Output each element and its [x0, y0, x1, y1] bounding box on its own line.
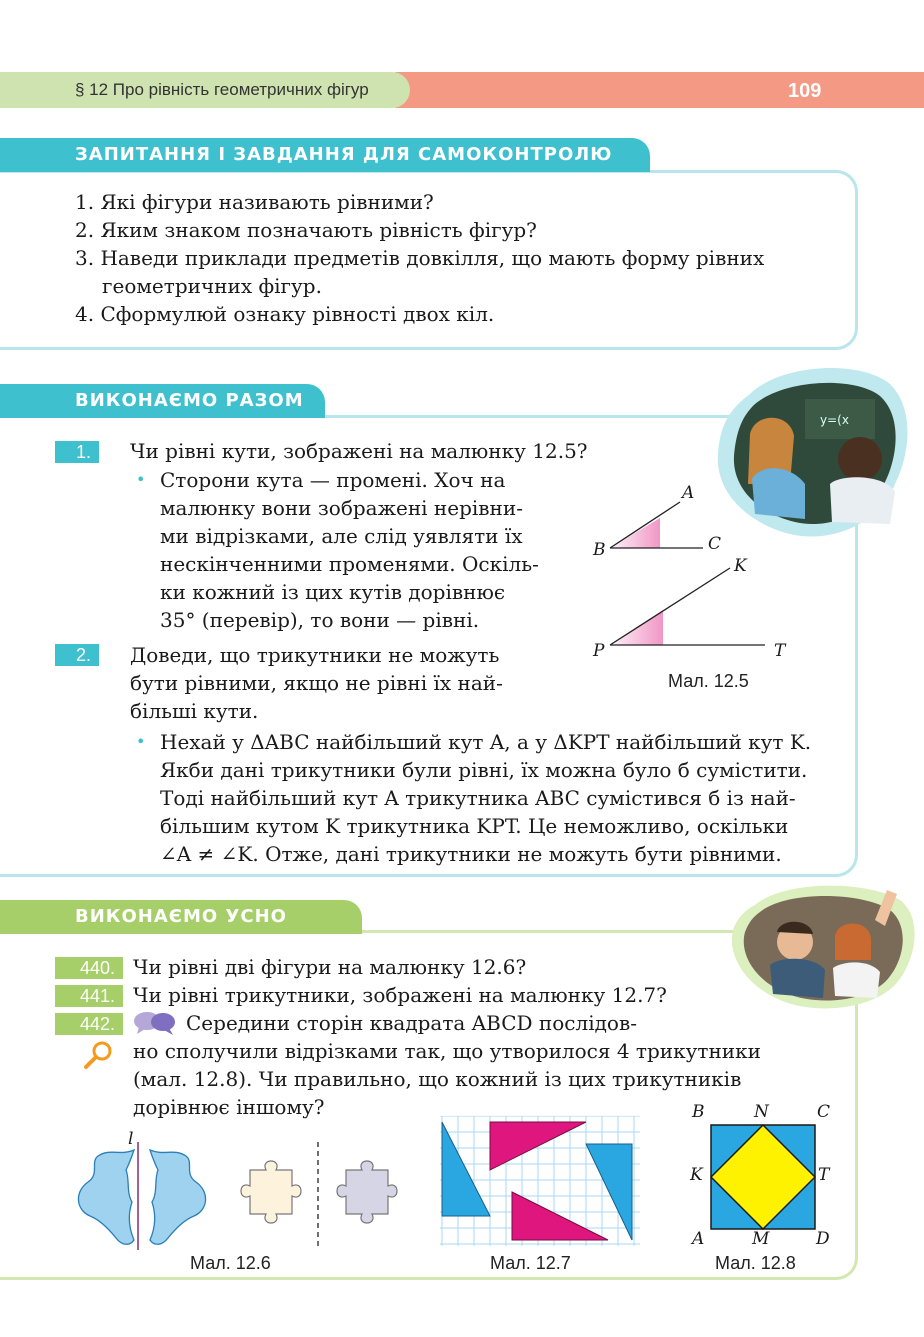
label-T: T — [818, 1165, 830, 1185]
figure-12-7-triangles — [440, 1116, 640, 1246]
question-2: 2. Яким знаком позначають рівність фігур? — [75, 218, 537, 242]
task-number-2: 2. — [55, 644, 99, 666]
caption-12-5: Мал. 12.5 — [668, 671, 749, 691]
figure-12-8-square — [710, 1124, 816, 1230]
answer-line: Нехай у ΔABC найбільший кут A, а у ΔKPT найбільший кут K. — [160, 730, 812, 754]
task-442-line-1: Середини сторін квадрата ABCD послідов- — [186, 1011, 637, 1035]
question-3: 3. Наведи приклади предметів довкілля, що мають форму рівних — [75, 246, 765, 270]
task-number-440: 440. — [55, 957, 123, 979]
bullet-icon: • — [136, 470, 146, 489]
label-C: C — [817, 1102, 831, 1122]
label-P: P — [593, 641, 605, 661]
label-A: A — [692, 1229, 705, 1249]
magnifier-icon — [82, 1040, 116, 1070]
label-C: C — [708, 534, 722, 554]
answer-line: ∠A ≠ ∠K. Отже, дані трикутники не можуть бути рівними. — [160, 842, 782, 866]
label-N: N — [754, 1102, 769, 1122]
together-heading: ВИКОНАЄМО РАЗОМ — [0, 384, 325, 418]
figure-12-5-angles — [585, 478, 800, 663]
task-442-line-4: дорівнює іншому? — [133, 1095, 325, 1119]
task-441-text: Чи рівні трикутники, зображені на малюнку 12.7? — [133, 983, 667, 1007]
section-title: § 12 Про рівність геометричних фігур — [75, 80, 369, 99]
bullet-icon: • — [136, 732, 146, 751]
answer-line: Якби дані трикутники були рівні, їх можна було б сумістити. — [160, 758, 808, 782]
answer-line: ки кожний із цих кутів дорівнює — [160, 580, 506, 604]
discussion-bubbles-icon — [133, 1010, 177, 1036]
label-K: K — [690, 1165, 703, 1185]
answer-line: 35° (перевір), то вони — рівні. — [160, 608, 480, 632]
answer-line: Тоді найбільший кут A трикутника ABC сумістився б із най- — [160, 786, 796, 810]
task-442-line-3: (мал. 12.8). Чи правильно, що кожний із цих трикутників — [133, 1067, 742, 1091]
label-B: B — [593, 540, 606, 560]
label-D: D — [816, 1229, 830, 1249]
question-1: 1. Які фігури називають рівними? — [75, 190, 434, 214]
caption-12-8: Мал. 12.8 — [715, 1253, 796, 1273]
question-line: Доведи, що трикутники не можуть — [130, 643, 500, 667]
task-number-441: 441. — [55, 985, 123, 1007]
task-1-question: Чи рівні кути, зображені на малюнку 12.5? — [130, 439, 588, 463]
figure-12-6-shapes — [70, 1130, 410, 1255]
answer-line: більшим кутом K трикутника KPT. Це неможливо, оскільки — [160, 814, 789, 838]
answer-line: ми відрізками, але слід уявляти їх — [160, 524, 523, 548]
label-l: l — [128, 1129, 134, 1149]
self-control-heading: ЗАПИТАННЯ І ЗАВДАННЯ ДЛЯ САМОКОНТРОЛЮ — [0, 138, 650, 172]
question-3-cont: геометричних фігур. — [102, 274, 322, 298]
task-number-442: 442. — [55, 1013, 123, 1035]
answer-line: нескінченними променями. Оскіль- — [160, 552, 539, 576]
task-1-answer — [160, 466, 560, 634]
students-raising-hands-photo — [725, 880, 920, 1015]
task-440-text: Чи рівні дві фігури на малюнку 12.6? — [133, 955, 527, 979]
task-442-line-2: но сполучили відрізками так, що утворилося 4 трикутники — [133, 1039, 761, 1063]
question-4: 4. Сформулюй ознаку рівності двох кіл. — [75, 302, 495, 326]
label-K: K — [734, 556, 747, 576]
question-line: більші кути. — [130, 699, 259, 723]
page-number: 109 — [788, 80, 822, 102]
label-A: A — [682, 483, 695, 503]
task-2-question — [130, 641, 560, 725]
label-M: M — [752, 1229, 770, 1249]
label-T: T — [774, 641, 786, 661]
task-number-1: 1. — [55, 441, 99, 463]
caption-12-6: Мал. 12.6 — [190, 1253, 271, 1273]
answer-line: Сторони кута — промені. Хоч на — [160, 468, 506, 492]
answer-line: малюнку вони зображені нерівни- — [160, 496, 523, 520]
header-bar-right — [395, 72, 924, 108]
caption-12-7: Мал. 12.7 — [490, 1253, 571, 1273]
task-2-answer — [160, 728, 840, 868]
question-line: бути рівними, якщо не рівні їх най- — [130, 671, 503, 695]
label-B: B — [692, 1102, 705, 1122]
svg-text:y=(x: y=(x — [820, 413, 849, 427]
oral-heading: ВИКОНАЄМО УСНО — [0, 900, 362, 934]
